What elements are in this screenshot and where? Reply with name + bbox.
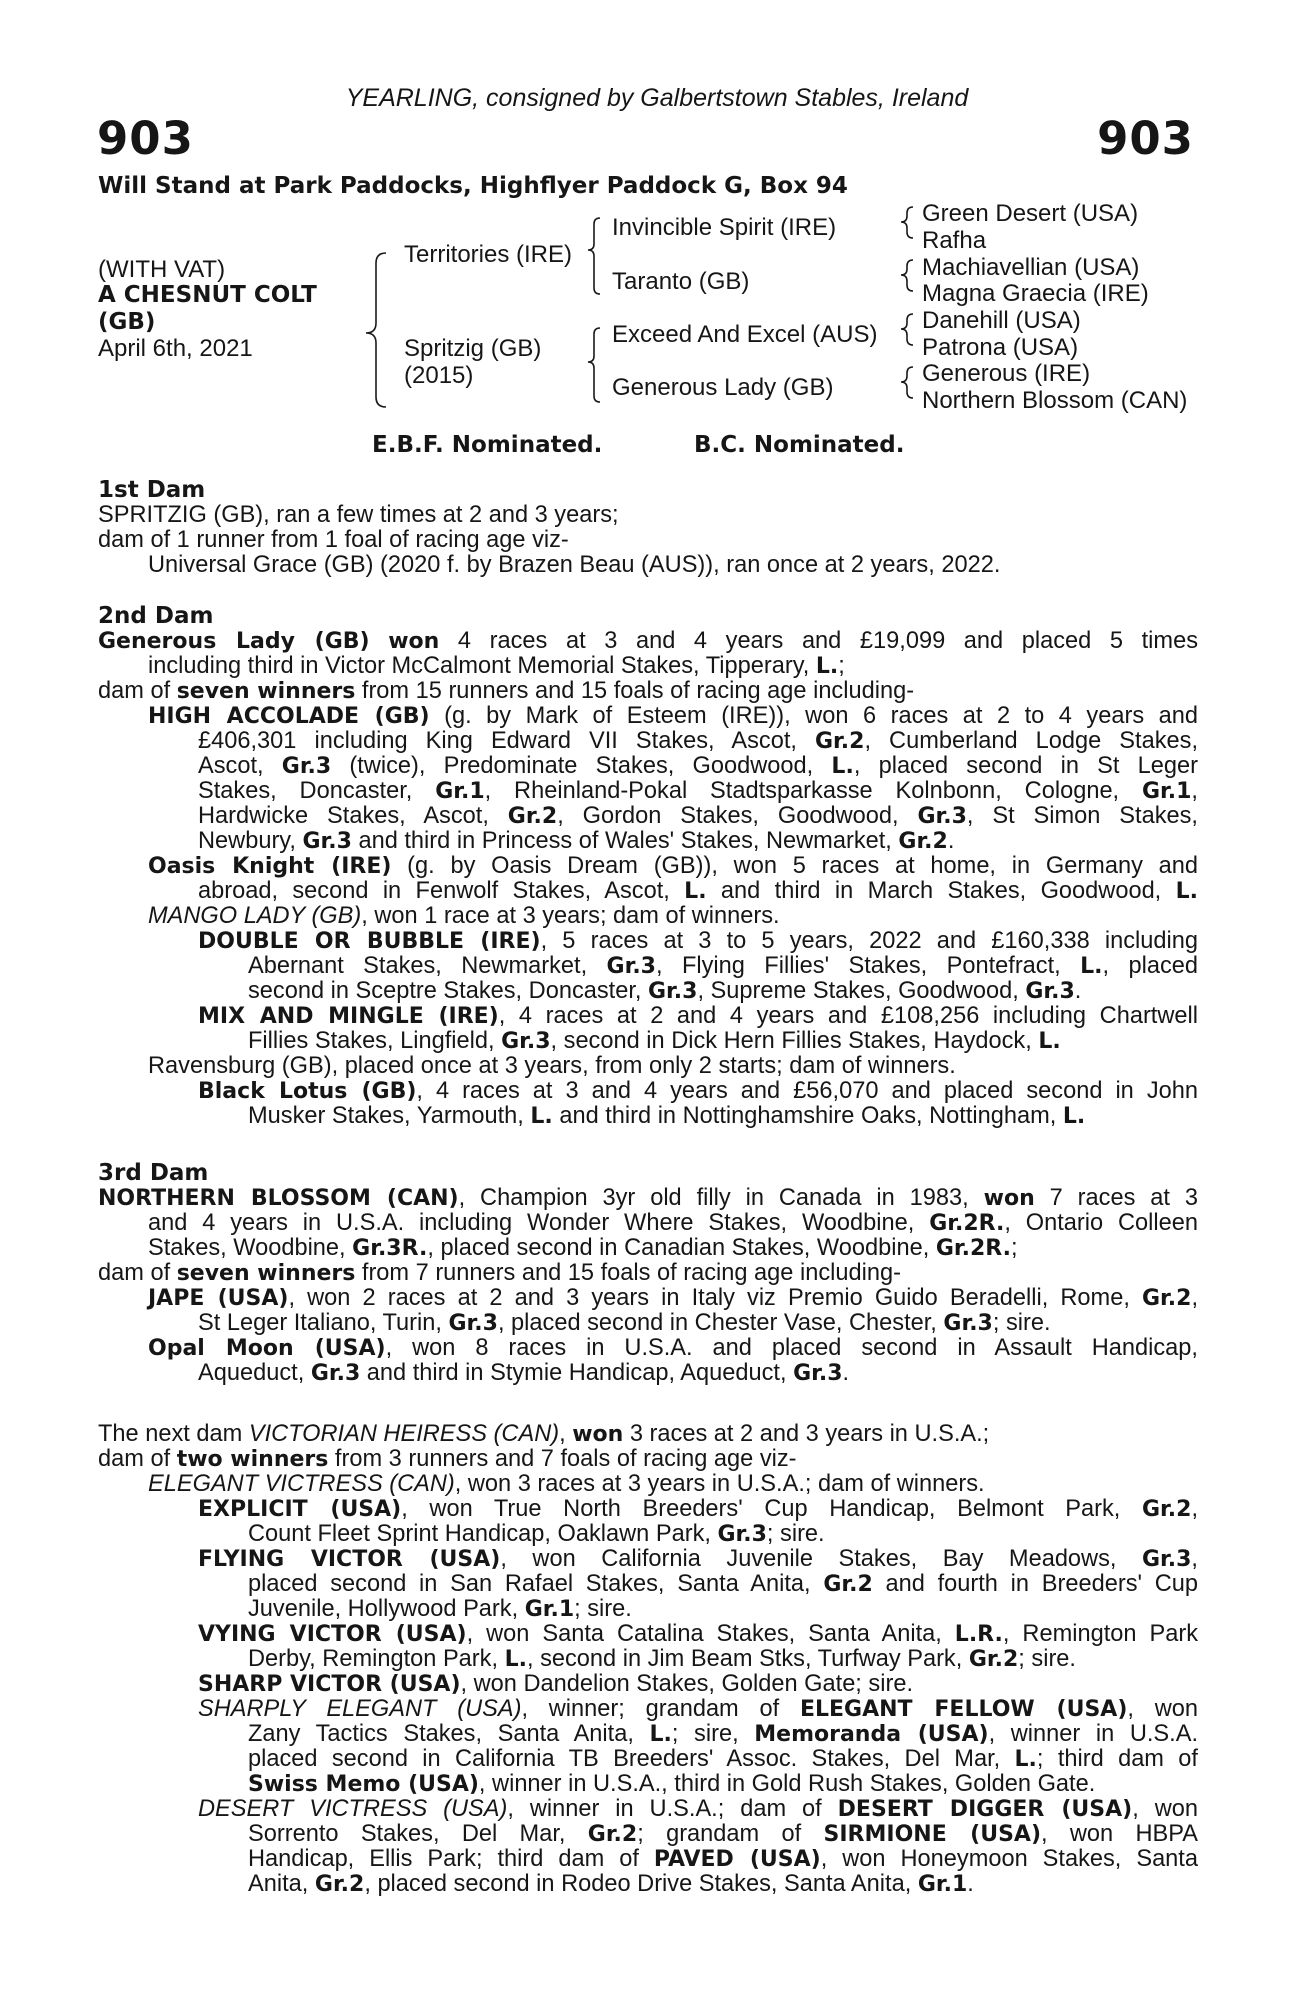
first-dam-line: SPRITZIG (GB), ran a few times at 2 and 3 years; — [98, 502, 619, 528]
sharply-elegant-line: placed second in California TB Breeders' Assoc. Stakes, Del Mar, L.; third dam of — [248, 1746, 1198, 1772]
ggp-8: Northern Blossom (CAN) — [922, 387, 1188, 414]
ravensburg-line: Ravensburg (GB), placed once at 3 years, from only 2 starts; dam of winners. — [148, 1053, 956, 1079]
black-lotus-line: Musker Stakes, Yarmouth, L. and third in Nottinghamshire Oaks, Nottingham, L. — [248, 1103, 1086, 1129]
jape-line: St Leger Italiano, Turin, Gr.3, placed second in Chester Vase, Chester, Gr.3; sire. — [198, 1310, 1051, 1336]
sharply-elegant-line: Swiss Memo (USA), winner in U.S.A., third in Gold Rush Stakes, Golden Gate. — [248, 1771, 1096, 1797]
high-accolade-line: HIGH ACCOLADE (GB) (g. by Mark of Esteem (IRE)), won 6 races at 2 to 4 years and — [148, 703, 1198, 729]
vat-note: (WITH VAT) — [98, 256, 226, 283]
mix-and-mingle-line: MIX AND MINGLE (IRE), 4 races at 2 and 4 years and £108,256 including Chartwell — [198, 1003, 1198, 1029]
ggp-1: Green Desert (USA) — [922, 200, 1139, 227]
dam-year: (2015) — [404, 362, 474, 389]
first-dam-section — [98, 478, 1198, 578]
opal-moon-line: Opal Moon (USA), won 8 races in U.S.A. and placed second in Assault Handicap, — [148, 1335, 1198, 1361]
northern-blossom-line: NORTHERN BLOSSOM (CAN), Champion 3yr old filly in Canada in 1983, won 7 races at 3 — [98, 1185, 1198, 1211]
ggp-2: Rafha — [922, 227, 987, 254]
mix-and-mingle-line: Fillies Stakes, Lingfield, Gr.3, second in Dick Hern Fillies Stakes, Haydock, L. — [248, 1028, 1061, 1054]
high-accolade-line: Newbury, Gr.3 and third in Princess of Wales' Stakes, Newmarket, Gr.2. — [198, 828, 955, 854]
first-dam-line: dam of 1 runner from 1 foal of racing age viz- — [98, 527, 569, 553]
double-or-bubble-line: Abernant Stakes, Newmarket, Gr.3, Flying Fillies' Stakes, Pontefract, L., placed — [248, 953, 1199, 979]
first-dam-title: 1st Dam — [98, 477, 206, 503]
stabling-line: Will Stand at Park Paddocks, Highflyer Paddock G, Box 94 — [98, 173, 848, 199]
desert-victress-line: Handicap, Ellis Park; third dam of PAVED (USA), won Honeymoon Stakes, Santa — [248, 1846, 1198, 1872]
won-label: won — [388, 629, 440, 654]
lot-number-left: 903 — [97, 112, 194, 165]
sharply-elegant-line: SHARPLY ELEGANT (USA), winner; grandam of ELEGANT FELLOW (USA), won — [198, 1696, 1198, 1722]
high-accolade-line: Hardwicke Stakes, Ascot, Gr.2, Gordon Stakes, Goodwood, Gr.3, St Simon Stakes, — [198, 803, 1198, 829]
ggp-5: Danehill (USA) — [922, 307, 1081, 334]
desert-victress-line: Anita, Gr.2, placed second in Rodeo Drive Stakes, Santa Anita, Gr.1. — [248, 1871, 974, 1897]
oasis-knight-line: Oasis Knight (IRE) (g. by Oasis Dream (GB)), won 5 races at home, in Germany and — [148, 853, 1198, 879]
black-lotus-line: Black Lotus (GB), 4 races at 3 and 4 years and £56,070 and placed second in John — [198, 1078, 1198, 1104]
consignment-line: YEARLING, consigned by Galbertstown Stables, Ireland — [345, 84, 969, 112]
next-dam-section — [98, 1422, 1198, 1897]
double-or-bubble-line: second in Sceptre Stakes, Doncaster, Gr.3, Supreme Stakes, Goodwood, Gr.3. — [248, 978, 1082, 1004]
dam-of-line: dam of seven winners from 15 runners and 15 foals of racing age including- — [98, 678, 915, 704]
ggp-4: Magna Graecia (IRE) — [922, 280, 1149, 307]
high-accolade-line: Ascot, Gr.3 (twice), Predominate Stakes, Goodwood, L., placed second in St Leger — [198, 753, 1199, 779]
horse-origin: (GB) — [98, 309, 156, 335]
second-dam-section — [98, 604, 1198, 1129]
dam-sire: Exceed And Excel (AUS) — [612, 321, 878, 348]
generous-lady-line: including third in Victor McCalmont Memorial Stakes, Tipperary, L.; — [148, 653, 845, 679]
northern-blossom-line: Stakes, Woodbine, Gr.3R., placed second in Canadian Stakes, Woodbine, Gr.2R.; — [148, 1235, 1018, 1261]
desert-victress-line: DESERT VICTRESS (USA), winner in U.S.A.; dam of DESERT DIGGER (USA), won — [198, 1796, 1198, 1822]
mango-lady-line: MANGO LADY (GB), won 1 race at 3 years; dam of winners. — [148, 903, 780, 929]
flying-victor-line: FLYING VICTOR (USA), won California Juvenile Stakes, Bay Meadows, Gr.3, — [198, 1546, 1198, 1572]
sire-sire: Invincible Spirit (IRE) — [612, 214, 837, 241]
ebf-nomination: E.B.F. Nominated. — [372, 432, 603, 458]
double-or-bubble-line: DOUBLE OR BUBBLE (IRE), 5 races at 3 to 5 years, 2022 and £160,338 including — [198, 928, 1198, 954]
horse-name: A CHESNUT COLT — [98, 282, 317, 308]
dam-name: Spritzig (GB) — [404, 335, 542, 362]
northern-blossom-line: and 4 years in U.S.A. including Wonder Where Stakes, Woodbine, Gr.2R., Ontario Colleen — [148, 1210, 1198, 1236]
ggp-3: Machiavellian (USA) — [922, 254, 1140, 281]
flying-victor-line: Juvenile, Hollywood Park, Gr.1; sire. — [248, 1596, 632, 1622]
flying-victor-line: placed second in San Rafael Stakes, Santa Anita, Gr.2 and fourth in Breeders' Cup — [248, 1571, 1198, 1597]
high-accolade-line: Stakes, Doncaster, Gr.1, Rheinland-Pokal Stadtsparkasse Kolnbonn, Cologne, Gr.1, — [198, 778, 1198, 804]
dam-of-line: dam of seven winners from 7 runners and 15 foals of racing age including- — [98, 1260, 901, 1286]
third-dam-title: 3rd Dam — [98, 1160, 209, 1186]
lot-number-right: 903 — [1097, 112, 1194, 165]
high-accolade-line: £406,301 including King Edward VII Stakes, Ascot, Gr.2, Cumberland Lodge Stakes, — [198, 728, 1198, 754]
vying-victor-line: VYING VICTOR (USA), won Santa Catalina Stakes, Santa Anita, L.R., Remington Park — [198, 1621, 1198, 1647]
dam-of-line: dam of two winners from 3 runners and 7 foals of racing age viz- — [98, 1446, 797, 1472]
first-dam-produce: Universal Grace (GB) (2020 f. by Brazen Beau (AUS)), ran once at 2 years, 2022. — [148, 552, 1001, 578]
oasis-knight-line: abroad, second in Fenwolf Stakes, Ascot, L. and third in March Stakes, Goodwood, L. — [198, 878, 1198, 904]
sire-name: Territories (IRE) — [404, 241, 573, 268]
generous-lady-line: Generous Lady (GB) won 4 races at 3 and 4 years and £19,099 and placed 5 times — [98, 628, 1198, 654]
dam-dam: Generous Lady (GB) — [612, 374, 834, 401]
explicit-line: Count Fleet Sprint Handicap, Oaklawn Park, Gr.3; sire. — [248, 1521, 825, 1547]
sharply-elegant-line: Zany Tactics Stakes, Santa Anita, L.; sire, Memoranda (USA), winner in U.S.A. — [248, 1721, 1199, 1747]
desert-victress-line: Sorrento Stakes, Del Mar, Gr.2; grandam of SIRMIONE (USA), won HBPA — [248, 1821, 1198, 1847]
jape-line: JAPE (USA), won 2 races at 2 and 3 years in Italy viz Premio Guido Beradelli, Rome, Gr.2, — [148, 1285, 1198, 1311]
foaling-date: April 6th, 2021 — [98, 335, 253, 362]
victorian-heiress-line: The next dam VICTORIAN HEIRESS (CAN), won 3 races at 2 and 3 years in U.S.A.; — [98, 1421, 990, 1447]
sire-dam: Taranto (GB) — [612, 268, 750, 295]
sharp-victor-line: SHARP VICTOR (USA), won Dandelion Stakes, Golden Gate; sire. — [198, 1671, 913, 1697]
bc-nomination: B.C. Nominated. — [694, 432, 905, 458]
ggp-6: Patrona (USA) — [922, 334, 1079, 361]
third-dam-section — [98, 1161, 1198, 1386]
elegant-victress-line: ELEGANT VICTRESS (CAN), won 3 races at 3 years in U.S.A.; dam of winners. — [148, 1471, 985, 1497]
explicit-line: EXPLICIT (USA), won True North Breeders' Cup Handicap, Belmont Park, Gr.2, — [198, 1496, 1198, 1522]
opal-moon-line: Aqueduct, Gr.3 and third in Stymie Handicap, Aqueduct, Gr.3. — [198, 1360, 850, 1386]
vying-victor-line: Derby, Remington Park, L., second in Jim Beam Stks, Turfway Park, Gr.2; sire. — [248, 1646, 1076, 1672]
ggp-7: Generous (IRE) — [922, 360, 1091, 387]
horse-name: Generous Lady (GB) — [98, 629, 370, 654]
second-dam-title: 2nd Dam — [98, 603, 214, 629]
